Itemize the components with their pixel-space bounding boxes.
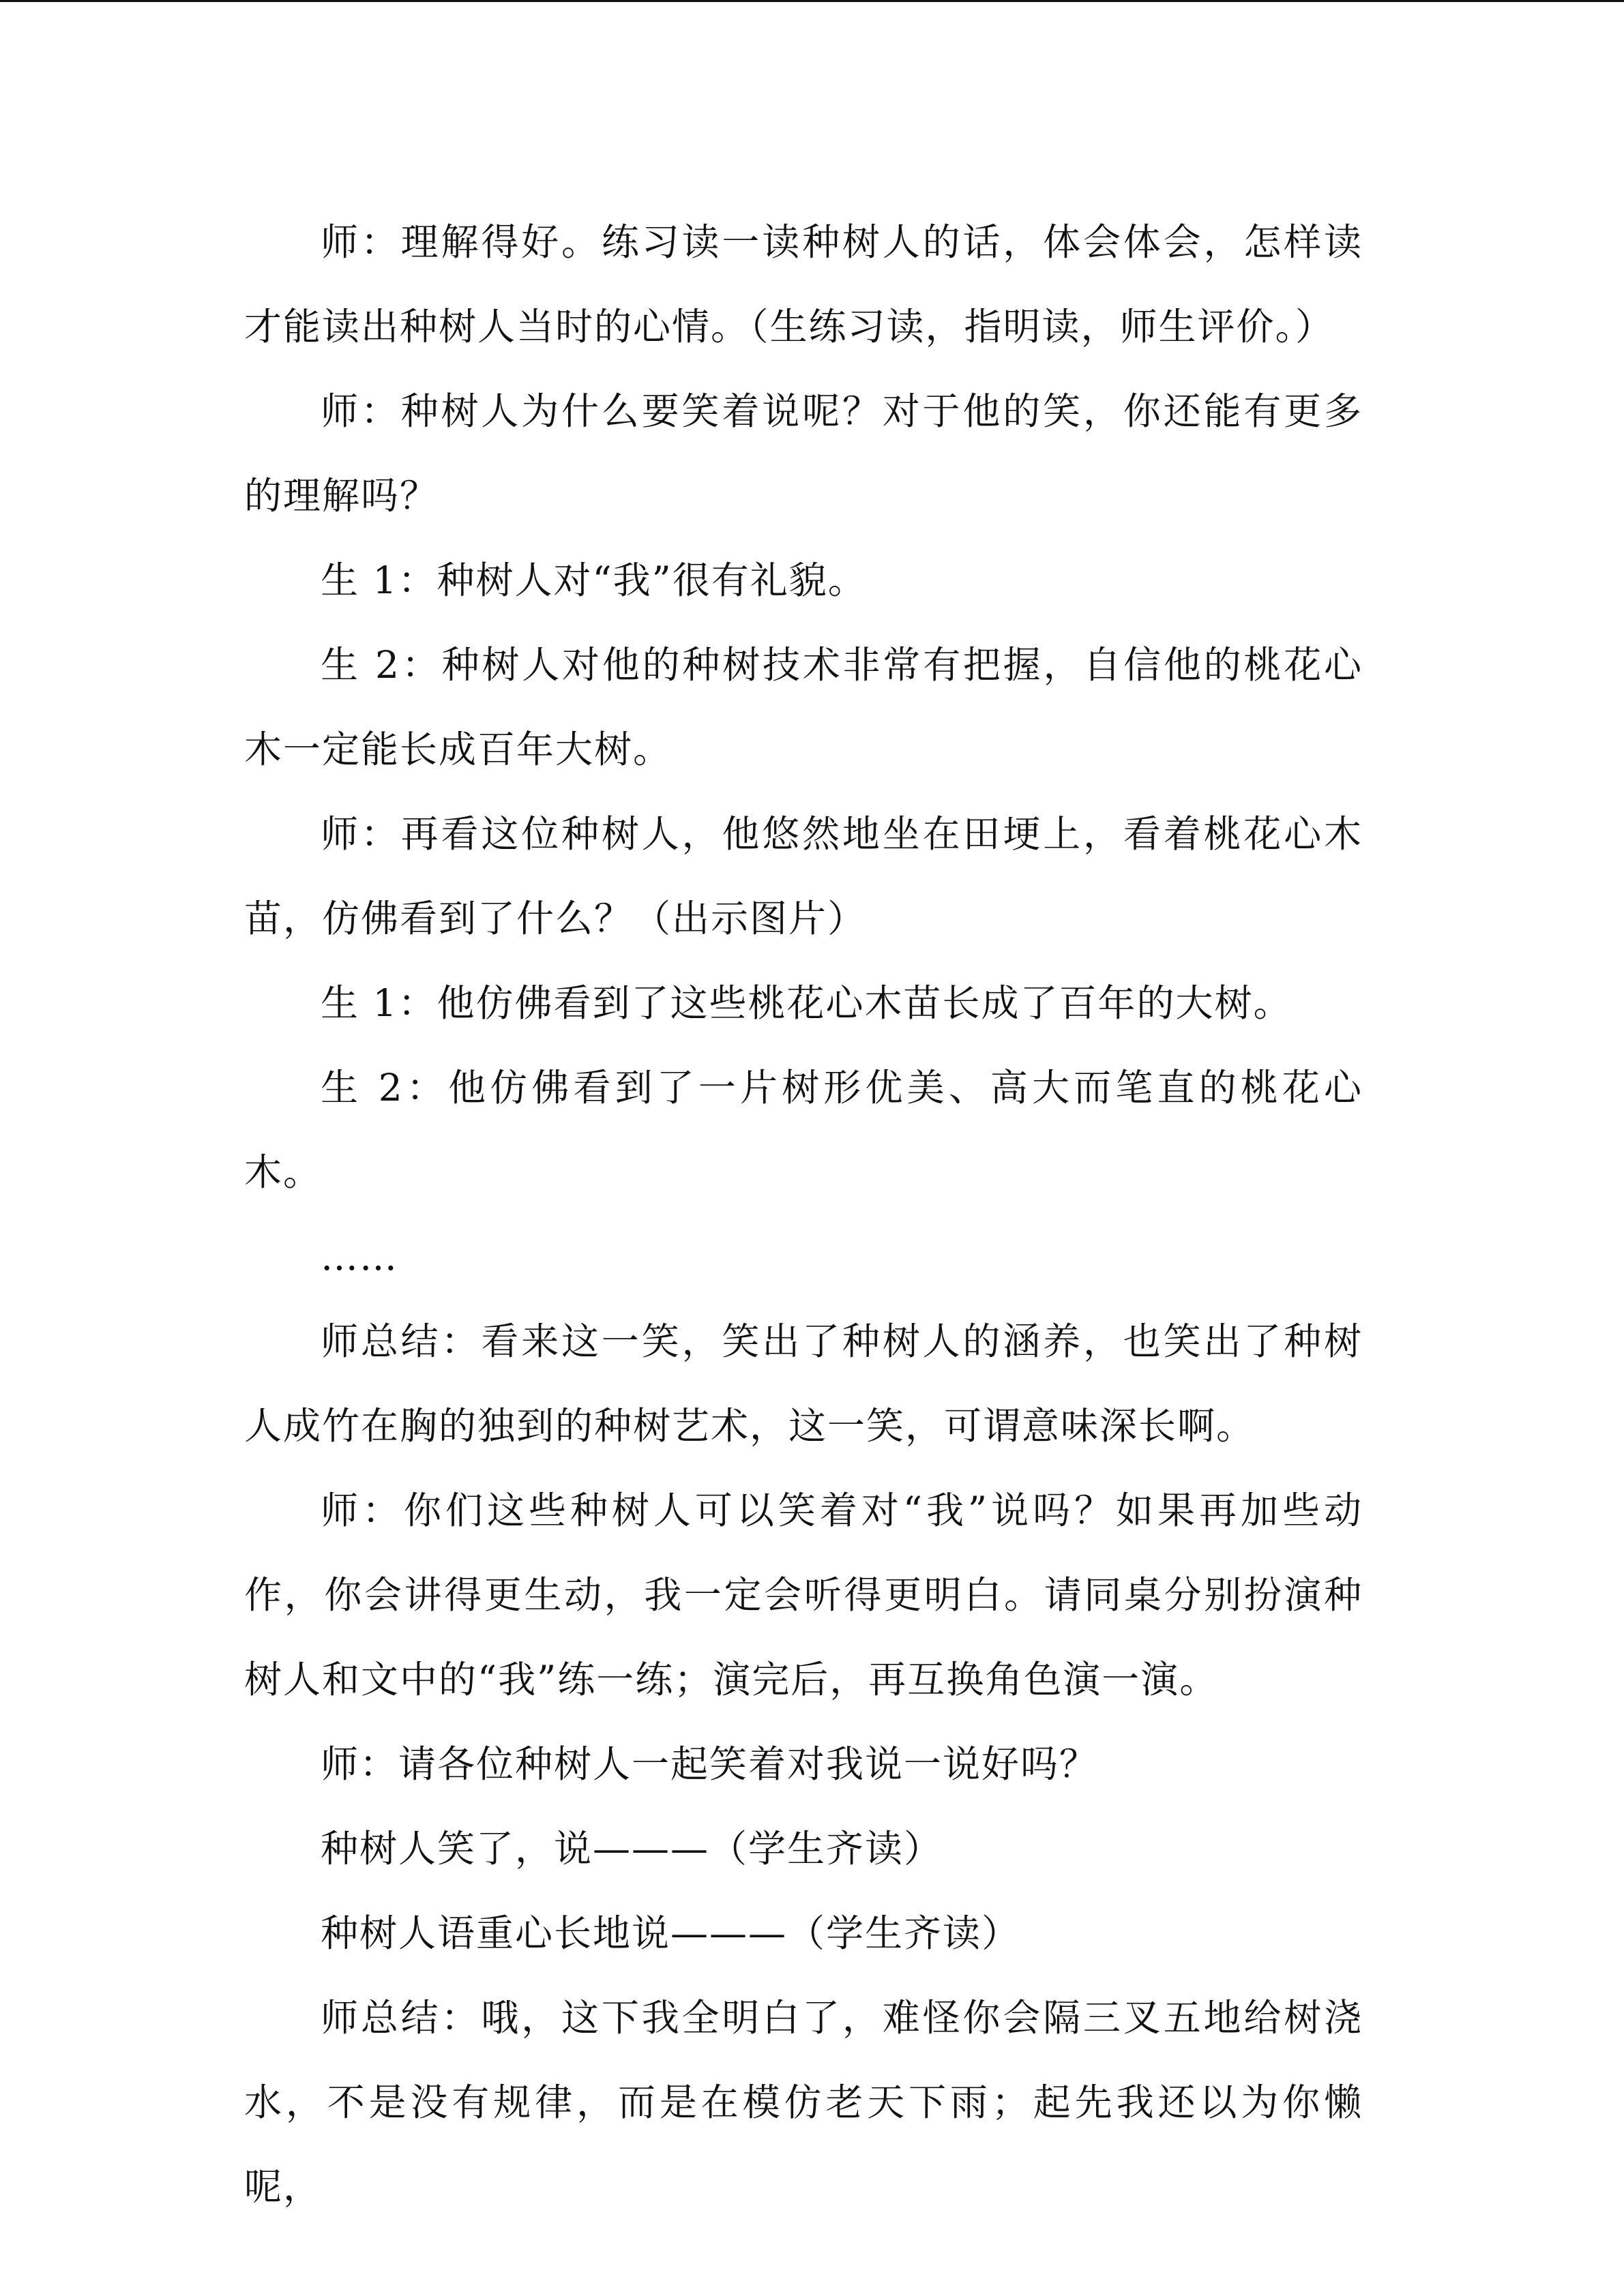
paragraph-student1-polite: 生 1：种树人对“我”很有礼貌。	[321, 558, 867, 602]
paragraph-student2-tall-trees: 生 2：他仿佛看到了一片树形优美、高大而笔直的桃花心木。	[244, 1066, 1363, 1194]
paragraph-teacher-say-together: 师：请各位种树人一起笑着对我说一说好吗？	[321, 1742, 1099, 1786]
document-body	[244, 200, 1363, 2229]
paragraph-teacher-read-aloud: 师：理解得好。练习读一读种树人的话，体会体会，怎样读才能读出种树人当时的心情。（生练习读，指明读，师生评价。）	[244, 220, 1363, 348]
paragraph-teacher-why-smile: 师：种树人为什么要笑着说呢？对于他的笑，你还能有更多的理解吗？	[244, 389, 1363, 518]
paragraph-planter-earnest: 种树人语重心长地说———（学生齐读）	[321, 1911, 1021, 1955]
paragraph-teacher-role-play: 师：你们这些种树人可以笑着对“我”说吗？如果再加些动作，你会讲得更生动，我一定会听得更明白。请同桌分别扮演种树人和文中的“我”练一练；演完后，再互换角色演一演。	[244, 1489, 1363, 1701]
paragraph-ellipsis: ……	[321, 1235, 398, 1279]
paragraph-student1-big-trees: 生 1：他仿佛看到了这些桃花心木苗长成了百年的大树。	[321, 981, 1293, 1025]
paragraph-planter-smiled: 种树人笑了，说———（学生齐读）	[321, 1827, 943, 1870]
paragraph-teacher-summary-understand: 师总结：哦，这下我全明白了，难怪你会隔三叉五地给树浇水，不是没有规律，而是在模仿老天下雨；起先我还以为你懒呢，	[244, 1996, 1363, 2209]
paragraph-student2-confident: 生 2：种树人对他的种树技术非常有把握，自信他的桃花心木一定能长成百年大树。	[244, 643, 1363, 771]
paragraph-teacher-look-again: 师：再看这位种树人，他悠然地坐在田埂上，看着桃花心木苗，仿佛看到了什么？（出示图片）	[244, 812, 1363, 940]
paragraph-teacher-summary-smile: 师总结：看来这一笑，笑出了种树人的涵养，也笑出了种树人成竹在胸的独到的种树艺术，这一笑，可谓意味深长啊。	[244, 1320, 1363, 1448]
